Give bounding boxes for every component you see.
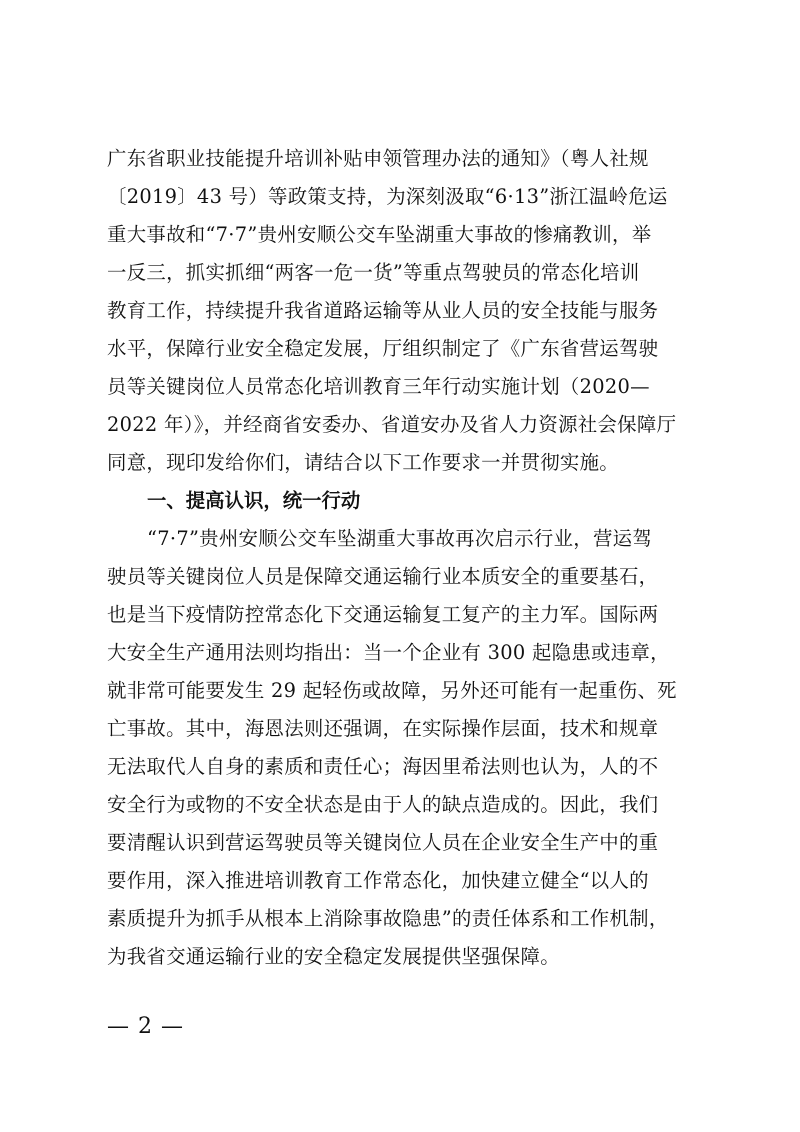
text-line: 驶员等关键岗位人员是保障交通运输行业本质安全的重要基石， bbox=[107, 565, 659, 588]
text-line: 要作用，深入推进培训教育工作常态化，加快建立健全“以人的 bbox=[107, 869, 649, 892]
text-line: 重大事故和“7·7”贵州安顺公交车坠湖重大事故的惨痛教训，举 bbox=[107, 223, 652, 246]
text-line: 也是当下疫情防控常态化下交通运输复工复产的主力军。国际两 bbox=[107, 603, 659, 626]
text-line: “7·7”贵州安顺公交车坠湖重大事故再次启示行业，营运驾 bbox=[147, 527, 653, 550]
text-line: 水平，保障行业安全稳定发展，厅组织制定了《广东省营运驾驶 bbox=[107, 337, 659, 360]
text-line: 素质提升为抓手从根本上消除事故隐患”的责任体系和工作机制， bbox=[107, 907, 669, 930]
text-line: 一反三，抓实抓细“两客一危一货”等重点驾驶员的常态化培训 bbox=[107, 261, 640, 284]
text-line: 大安全生产通用法则均指出：当一个企业有 300 起隐患或违章， bbox=[107, 641, 670, 664]
section-heading: 一、提高认识，统一行动 bbox=[147, 489, 361, 512]
text-line: 安全行为或物的不安全状态是由于人的缺点造成的。因此，我们 bbox=[107, 793, 659, 816]
paragraph-2 bbox=[107, 520, 707, 976]
paragraph-1 bbox=[107, 140, 707, 482]
text-line: 广东省职业技能提升培训补贴申领管理办法的通知》（粤人社规 bbox=[107, 147, 649, 170]
page-number: — 2 — bbox=[107, 1014, 184, 1039]
text-line: 教育工作，持续提升我省道路运输等从业人员的安全技能与服务 bbox=[107, 299, 659, 322]
text-line: 就非常可能要发生 29 起轻伤或故障，另外还可能有一起重伤、死 bbox=[107, 679, 677, 702]
text-line: 〔2019〕43 号）等政策支持，为深刻汲取“6·13”浙江温岭危运 bbox=[107, 185, 668, 208]
body-text bbox=[107, 140, 707, 976]
text-line: 为我省交通运输行业的安全稳定发展提供坚强保障。 bbox=[107, 945, 560, 968]
text-line: 亡事故。其中，海恩法则还强调，在实际操作层面，技术和规章 bbox=[107, 717, 659, 740]
text-line: 要清醒认识到营运驾驶员等关键岗位人员在企业安全生产中的重 bbox=[107, 831, 659, 854]
text-line: 同意，现印发给你们，请结合以下工作要求一并贯彻实施。 bbox=[107, 451, 619, 474]
text-line: 无法取代人自身的素质和责任心；海因里希法则也认为，人的不 bbox=[107, 755, 659, 778]
text-line: 2022 年）》，并经商省安委办、省道安办及省人力资源社会保障厅 bbox=[107, 413, 677, 436]
text-line: 员等关键岗位人员常态化培训教育三年行动实施计划（2020— bbox=[107, 375, 650, 398]
